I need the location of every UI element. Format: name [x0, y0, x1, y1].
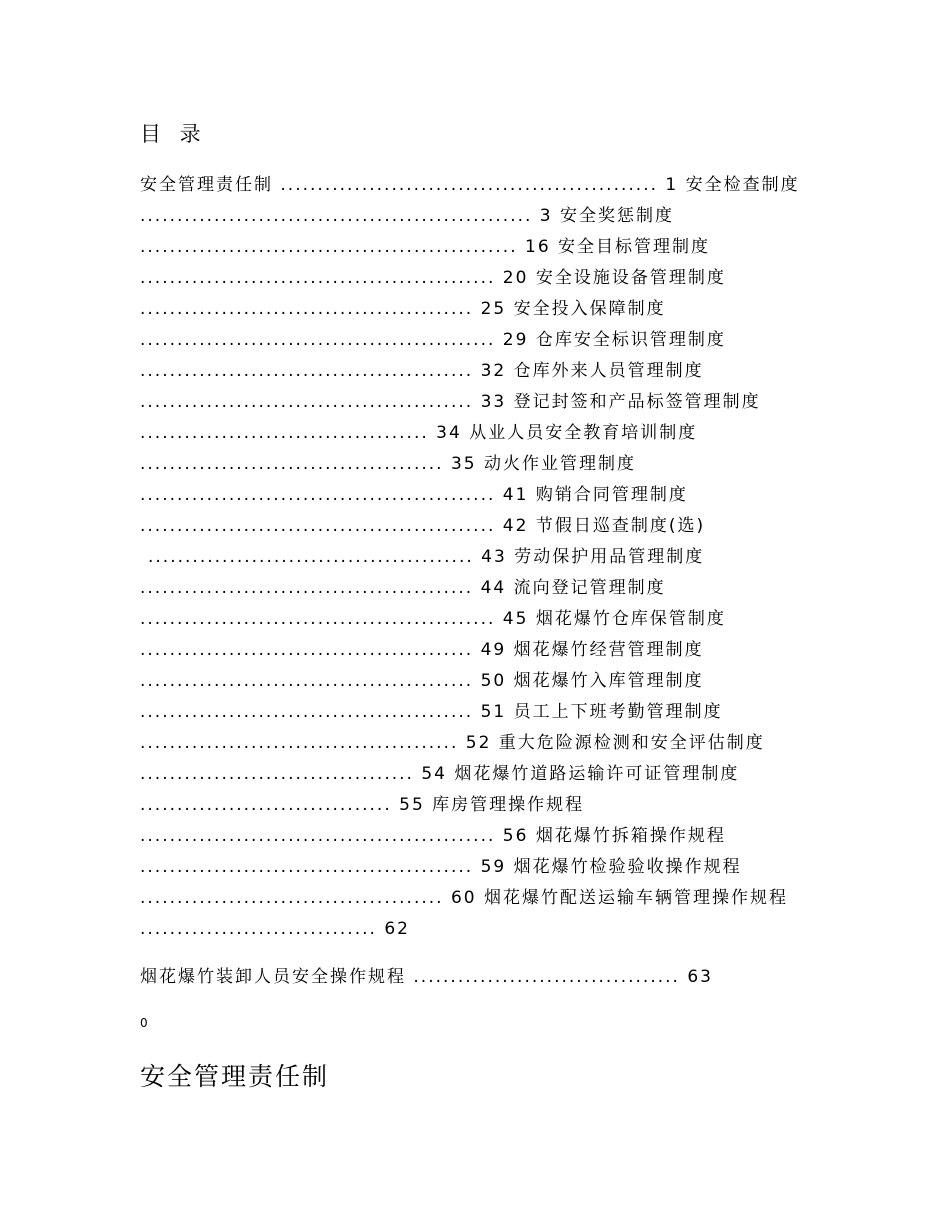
toc-line: ................................................ 56 烟花爆竹拆箱操作规程 [140, 826, 726, 846]
toc-line: ............................................ 43 劳动保护用品管理制度 [148, 547, 705, 567]
toc-line: ............................................. 49 烟花爆竹经营管理制度 [140, 640, 704, 660]
toc-line: ....................................... 34 从业人员安全教育培训制度 [140, 423, 698, 443]
toc-line: ............................................. 59 烟花爆竹检验验收操作规程 [140, 857, 742, 877]
toc-line: ................................................ 20 安全设施设备管理制度 [140, 268, 726, 288]
toc-line: ................................................... 16 安全目标管理制度 [140, 237, 711, 257]
toc-line: ............................................. 33 登记封签和产品标签管理制度 [140, 392, 761, 412]
section-heading: 安全管理责任制 [140, 1062, 330, 1091]
toc-line: ......................................... 35 动火作业管理制度 [140, 454, 636, 474]
toc-line: .................................. 55 库房管理操作规程 [140, 795, 585, 815]
toc-line: ................................................ 45 烟花爆竹仓库保管制度 [140, 609, 726, 629]
toc-line: ............................................. 51 员工上下班考勤管理制度 [140, 702, 723, 722]
toc-last-entry: 烟花爆竹装卸人员安全操作规程 .................................... 63 [140, 967, 713, 987]
toc-line: ..................................... 54 烟花爆竹道路运输许可证管理制度 [140, 764, 740, 784]
toc-line: ............................................. 32 仓库外来人员管理制度 [140, 361, 704, 381]
toc-line: ........................................... 52 重大危险源检测和安全评估制度 [140, 733, 765, 753]
toc-heading: 目 录 [140, 122, 207, 146]
toc-line: ............................................. 25 安全投入保障制度 [140, 299, 666, 319]
toc-line: ................................................ 41 购销合同管理制度 [140, 485, 688, 505]
toc-line: ................................................ 29 仓库安全标识管理制度 [140, 330, 726, 350]
toc-line: 安全管理责任制 ................................................... 1 安全检查制度 [140, 175, 800, 195]
page-number: 0 [140, 1016, 148, 1030]
toc-list [140, 170, 830, 945]
toc-line: ......................................... 60 烟花爆竹配送运输车辆管理操作规程 [140, 888, 788, 908]
toc-line: ................................ 62 [140, 919, 410, 939]
toc-line: ................................................ 42 节假日巡查制度(选) [140, 516, 706, 536]
toc-line: ..................................................... 3 安全奖惩制度 [140, 206, 675, 226]
toc-line: ............................................. 44 流向登记管理制度 [140, 578, 666, 598]
toc-line: ............................................. 50 烟花爆竹入库管理制度 [140, 671, 704, 691]
